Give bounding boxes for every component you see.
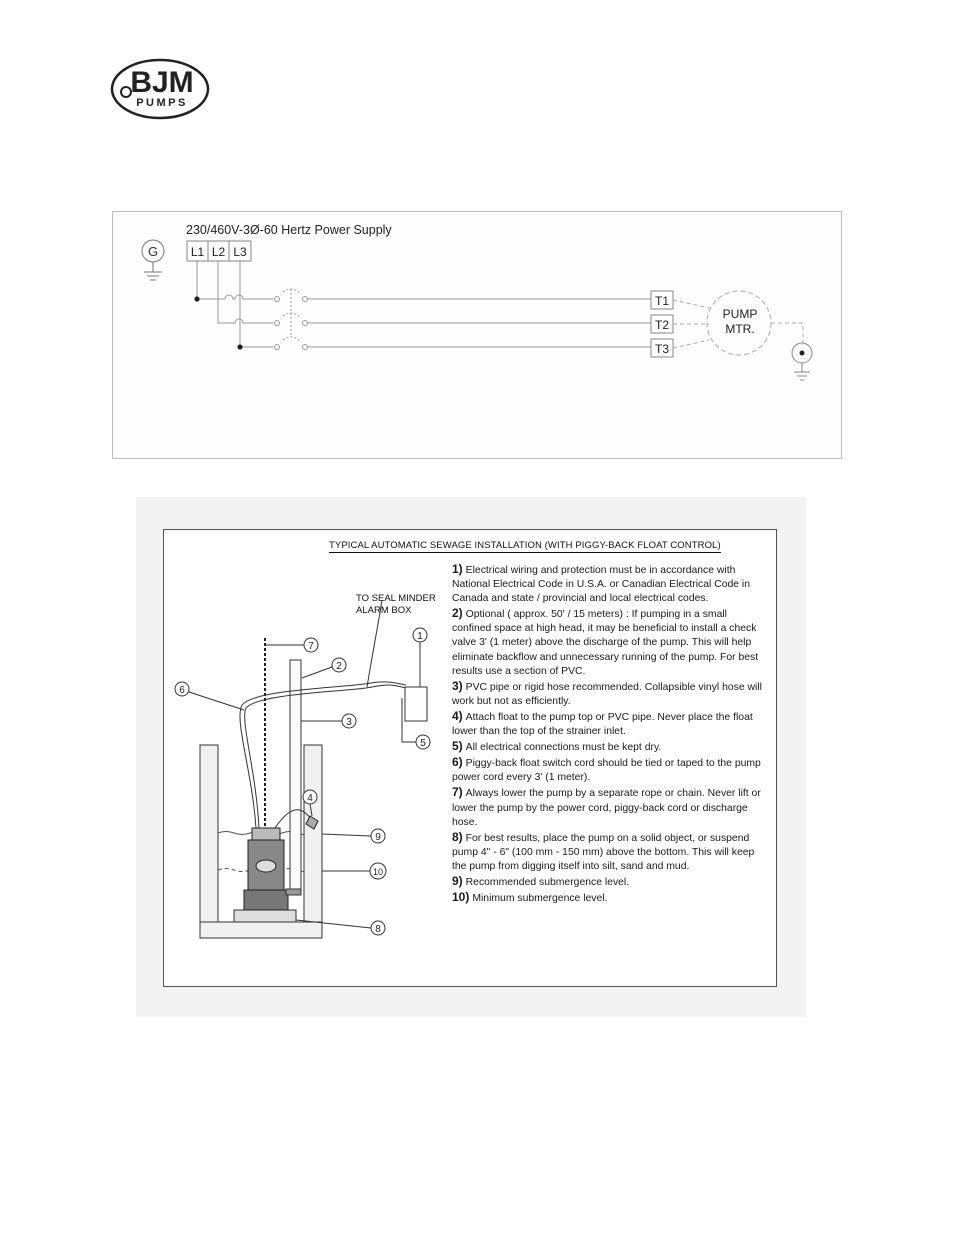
note-text: All electrical connections must be kept dry.: [465, 742, 662, 754]
terminal-t2: T2: [654, 318, 670, 332]
note-text: For best results, place the pump on a solid object, or suspend pump 4" - 6" (100 mm - 150 mm) above the bottom. This will keep the pump from digging itself into silt, sand and mud.: [452, 832, 755, 872]
callout-8-label: 8: [375, 924, 381, 935]
pump-base-block: [234, 910, 296, 922]
line-terminal-block: [187, 241, 251, 261]
note-text: Attach float to the pump top or PVC pipe. Never place the float lower than the top of the strainer inlet.: [452, 711, 753, 738]
note-4: [452, 709, 762, 739]
callout-3: [301, 714, 356, 728]
note-1: [452, 562, 762, 606]
callout-1: [413, 628, 427, 687]
callout-7: [265, 638, 318, 652]
terminal-t3: T3: [654, 342, 670, 356]
callout-9-label: 9: [375, 832, 381, 843]
note-number: 1): [452, 562, 463, 576]
note-text: PVC pipe or rigid hose recommended. Collapsible vinyl hose will work but not as efficiently.: [452, 681, 762, 707]
note-text: Minimum submergence level.: [472, 893, 608, 905]
generator-label: G: [147, 244, 159, 259]
note-number: 10): [452, 890, 470, 905]
note-10: [452, 890, 762, 906]
installation-diagram-frame: [163, 529, 777, 987]
callout-5-label: 5: [420, 738, 426, 749]
note-number: 6): [452, 755, 463, 770]
logo-top-text: BJM: [130, 66, 194, 99]
callout-2: [302, 658, 346, 678]
note-8: [452, 830, 762, 874]
wiring-title: 230/460V-3Ø-60 Hertz Power Supply: [186, 223, 392, 237]
pump-body: [244, 828, 288, 910]
alarm-box-label: TO SEAL MINDER ALARM BOX: [356, 593, 436, 616]
callout-6: [175, 682, 244, 710]
alarm-box: [405, 687, 427, 721]
callout-1-label: 1: [417, 631, 423, 642]
motor-label-pump: PUMP: [722, 307, 758, 321]
note-7: [452, 785, 762, 829]
note-text: Recommended submergence level.: [465, 876, 630, 888]
note-9: [452, 874, 762, 890]
callout-3-label: 3: [346, 717, 352, 728]
note-6: [452, 755, 762, 785]
motor-label-mtr: MTR.: [725, 322, 755, 336]
terminal-t1: T1: [654, 294, 670, 308]
note-number: 2): [452, 606, 463, 621]
pump-motor-symbol: [707, 291, 771, 355]
bjm-pumps-logo: [110, 58, 210, 120]
note-number: 9): [452, 873, 463, 888]
note-3: [452, 679, 762, 709]
installation-title: TYPICAL AUTOMATIC SEWAGE INSTALLATION (WITH PIGGY-BACK FLOAT CONTROL): [329, 540, 721, 551]
line-l3: L3: [233, 245, 247, 259]
note-number: 3): [452, 678, 463, 693]
note-text: Optional ( approx. 50' / 15 meters) : If pumping in a small confined space at high head, it may be beneficial to install a check valve 3' (1 meter) above the discharge of the pump. This will help eliminate backflow and unnecessary running of the pump. For best results use a section of PVC.: [452, 609, 759, 677]
logo-bottom-text: PUMPS: [136, 97, 188, 109]
note-number: 4): [452, 708, 463, 723]
callout-10: [322, 863, 386, 879]
callout-4-label: 4: [307, 793, 313, 804]
line-l1: L1: [190, 245, 205, 259]
note-number: 7): [452, 785, 463, 800]
note-text: Piggy-back float switch cord should be tied or taped to the pump power cord every 3' (1 meter).: [452, 758, 761, 784]
installation-notes: [452, 562, 762, 906]
note-number: 8): [452, 829, 463, 844]
note-number: 5): [452, 739, 463, 754]
callout-6-label: 6: [179, 685, 185, 696]
power-conductors: [197, 261, 651, 350]
note-text: Electrical wiring and protection must be in accordance with National Electrical Code in U.S.A. or Canadian Electrical Code in Canada and state / provincial and local electrical codes.: [452, 565, 751, 605]
callout-10-label: 10: [372, 867, 384, 877]
motor-terminal-block: [651, 291, 673, 357]
line-l2: L2: [211, 245, 226, 259]
note-2: [452, 606, 762, 678]
note-text: Always lower the pump by a separate rope or chain. Never lift or lower the pump by the power cord, piggy-back cord or discharge hose.: [452, 788, 761, 828]
callout-2-label: 2: [336, 661, 342, 672]
callout-9: [322, 829, 385, 843]
generator-symbol: [142, 240, 164, 280]
callout-7-label: 7: [308, 641, 314, 652]
wiring-diagram-panel: [112, 211, 842, 459]
ground-symbol: [792, 343, 812, 380]
note-5: [452, 739, 762, 755]
